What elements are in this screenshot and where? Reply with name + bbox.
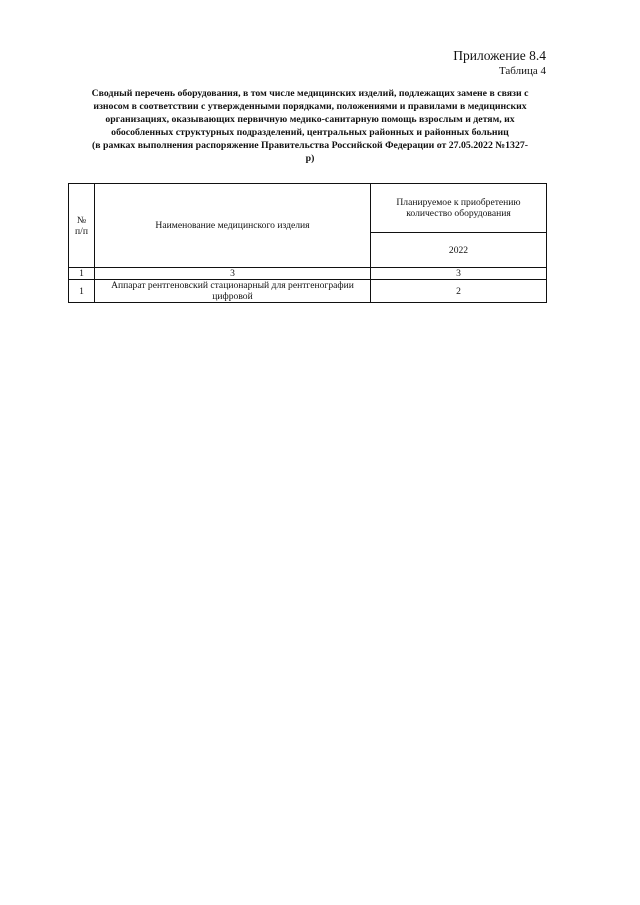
table-row (69, 280, 547, 303)
appendix-header (453, 47, 546, 78)
row-item-name: Аппарат рентгеновский стационарный для рентгенографии цифровой (95, 280, 371, 303)
title-line: р) (305, 153, 315, 164)
column-index-row (69, 268, 547, 280)
title-line: обособленных структурных подразделений, центральных районных и районных больниц (111, 127, 509, 138)
title-line: Сводный перечень оборудования, в том числе медицинских изделий, подлежащих замене в связи с (91, 88, 529, 99)
document-title (70, 87, 550, 165)
header-name: Наименование медицинского изделия (95, 184, 371, 268)
title-line: износом в соответствии с утвержденными порядками, положениями и правилами в медицинских (93, 101, 527, 112)
table-label: Таблица 4 (498, 65, 546, 77)
appendix-label: Приложение 8.4 (453, 48, 546, 63)
table-header-row (69, 184, 547, 233)
column-index-cell: 1 (69, 268, 95, 280)
equipment-table (68, 183, 547, 303)
row-number: 1 (69, 280, 95, 303)
header-year: 2022 (371, 233, 547, 268)
column-index-cell: 3 (371, 268, 547, 280)
row-quantity: 2 (371, 280, 547, 303)
header-number: № п/п (69, 184, 95, 268)
header-planned-quantity: Планируемое к приобретению количество оборудования (371, 184, 547, 233)
column-index-cell: 3 (95, 268, 371, 280)
title-line: (в рамках выполнения распоряжение Правительства Российской Федерации от 27.05.2022 №1327- (92, 140, 528, 151)
title-line: организациях, оказывающих первичную медико-санитарную помощь взрослым и детям, их (105, 114, 515, 125)
